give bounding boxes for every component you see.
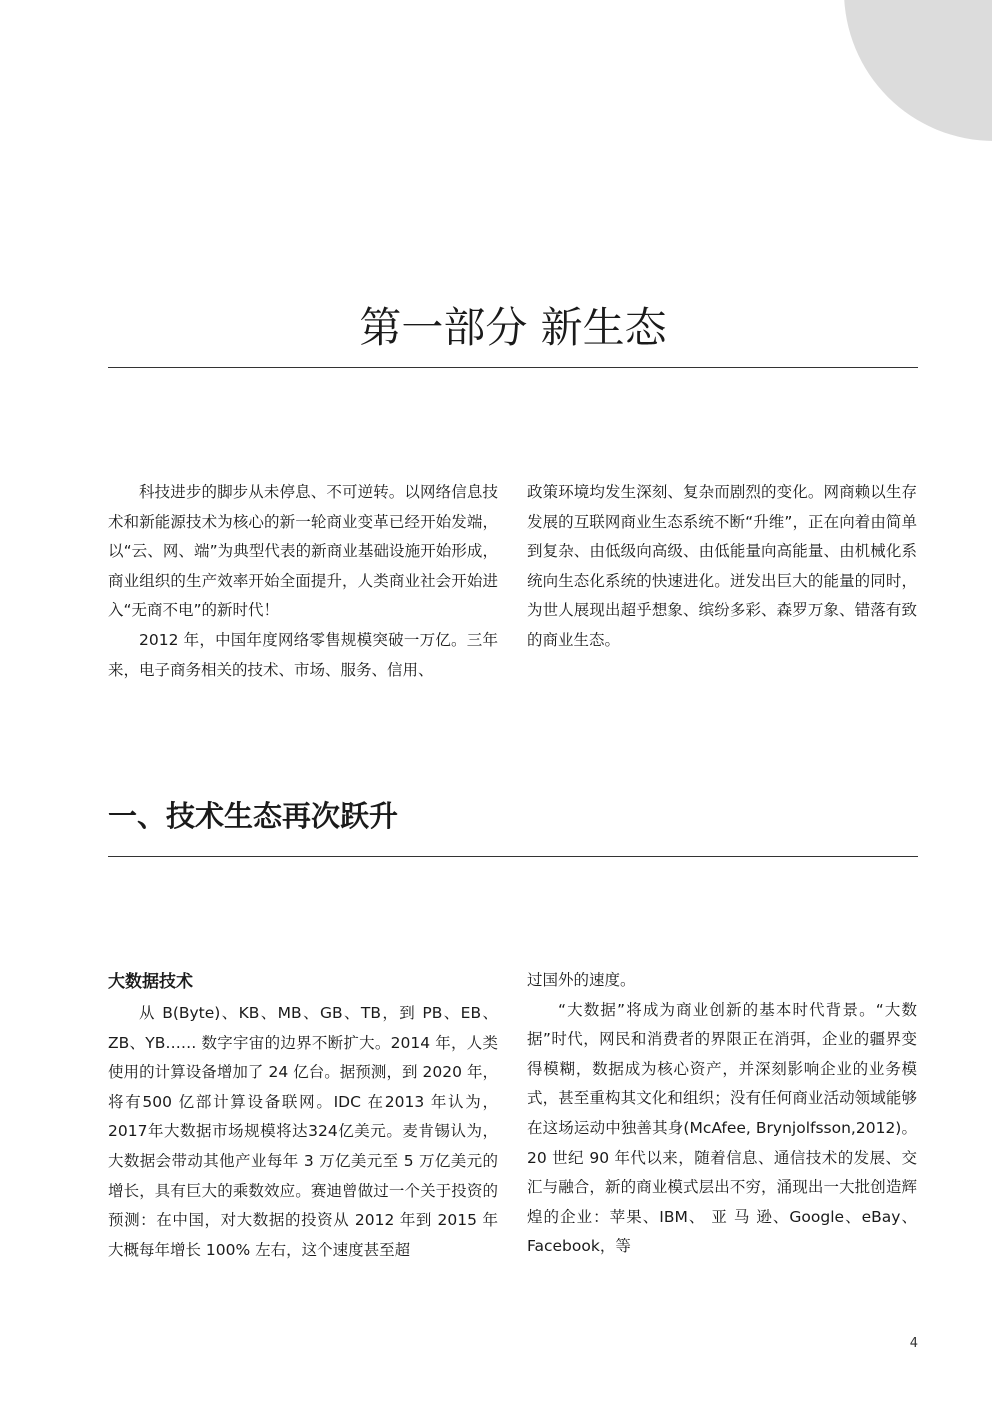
page-number: 4 [909,1336,918,1351]
body-paragraph: “大数据”将成为商业创新的基本时代背景。“大数据”时代，网民和消费者的界限正在消弭，企业的疆界变得模糊，数据成为核心资产，并深刻影响企业的业务模式，甚至重构其文化和组织；没有任何商业活动领域能够在这场运动中独善其身(McAfee, Brynjolfsson,2012)。20 世纪 90 年代以来，随着信息、通信技术的发展、交汇与融合，新的商业模式层出不穷，涌现出一大批创造辉煌的企业：苹果、IBM、 亚 马 逊、Google、eBay、Facebook，等 [527,1000,917,1256]
title-divider [108,367,918,368]
intro-right-column [527,478,917,656]
part-title: 第一部分 新生态 [359,303,667,352]
big-data-left-column [108,966,498,1265]
body-paragraph: 过国外的速度。 [527,971,636,989]
subsection-heading: 大数据技术 [108,972,193,992]
intro-paragraph: 科技进步的脚步从未停息、不可逆转。以网络信息技术和新能源技术为核心的新一轮商业变革已经开始发端，以“云、网、端”为典型代表的新商业基础设施开始形成，商业组织的生产效率开始全面提升，人类商业社会开始进入“无商不电”的新时代！ [108,483,498,620]
intro-paragraph: 政策环境均发生深刻、复杂而剧烈的变化。网商赖以生存发展的互联网商业生态系统不断“升维”，正在向着由简单到复杂、由低级向高级、由低能量向高能量、由机械化系统向生态化系统的快速进化。迸发出巨大的能量的同时，为世人展现出超乎想象、缤纷多彩、森罗万象、错落有致的商业生态。 [527,483,917,649]
body-paragraph: 从 B(Byte)、KB、MB、GB、TB，到 PB、EB、ZB、YB…… 数字宇宙的边界不断扩大。2014 年，人类使用的计算设备增加了 24 亿台。据预测，到 2020 年，将有500 亿部计算设备联网。IDC 在2013 年认为，2017年大数据市场规模将达324亿美元。麦肯锡认为，大数据会带动其他产业每年 3 万亿美元至 5 万亿美元的增长，具有巨大的乘数效应。赛迪曾做过一个关于投资的预测：在中国，对大数据的投资从 2012 年到 2015 年大概每年增长 100% 左右，这个速度甚至超 [108,1004,498,1259]
section-title: 一、技术生态再次跃升 [108,799,399,833]
intro-left-column [108,478,498,685]
intro-paragraph: 2012 年，中国年度网络零售规模突破一万亿。三年来，电子商务相关的技术、市场、服务、信用、 [108,630,498,679]
section-divider [108,856,918,857]
corner-decoration-circle [844,0,992,141]
big-data-right-column [527,966,917,1262]
